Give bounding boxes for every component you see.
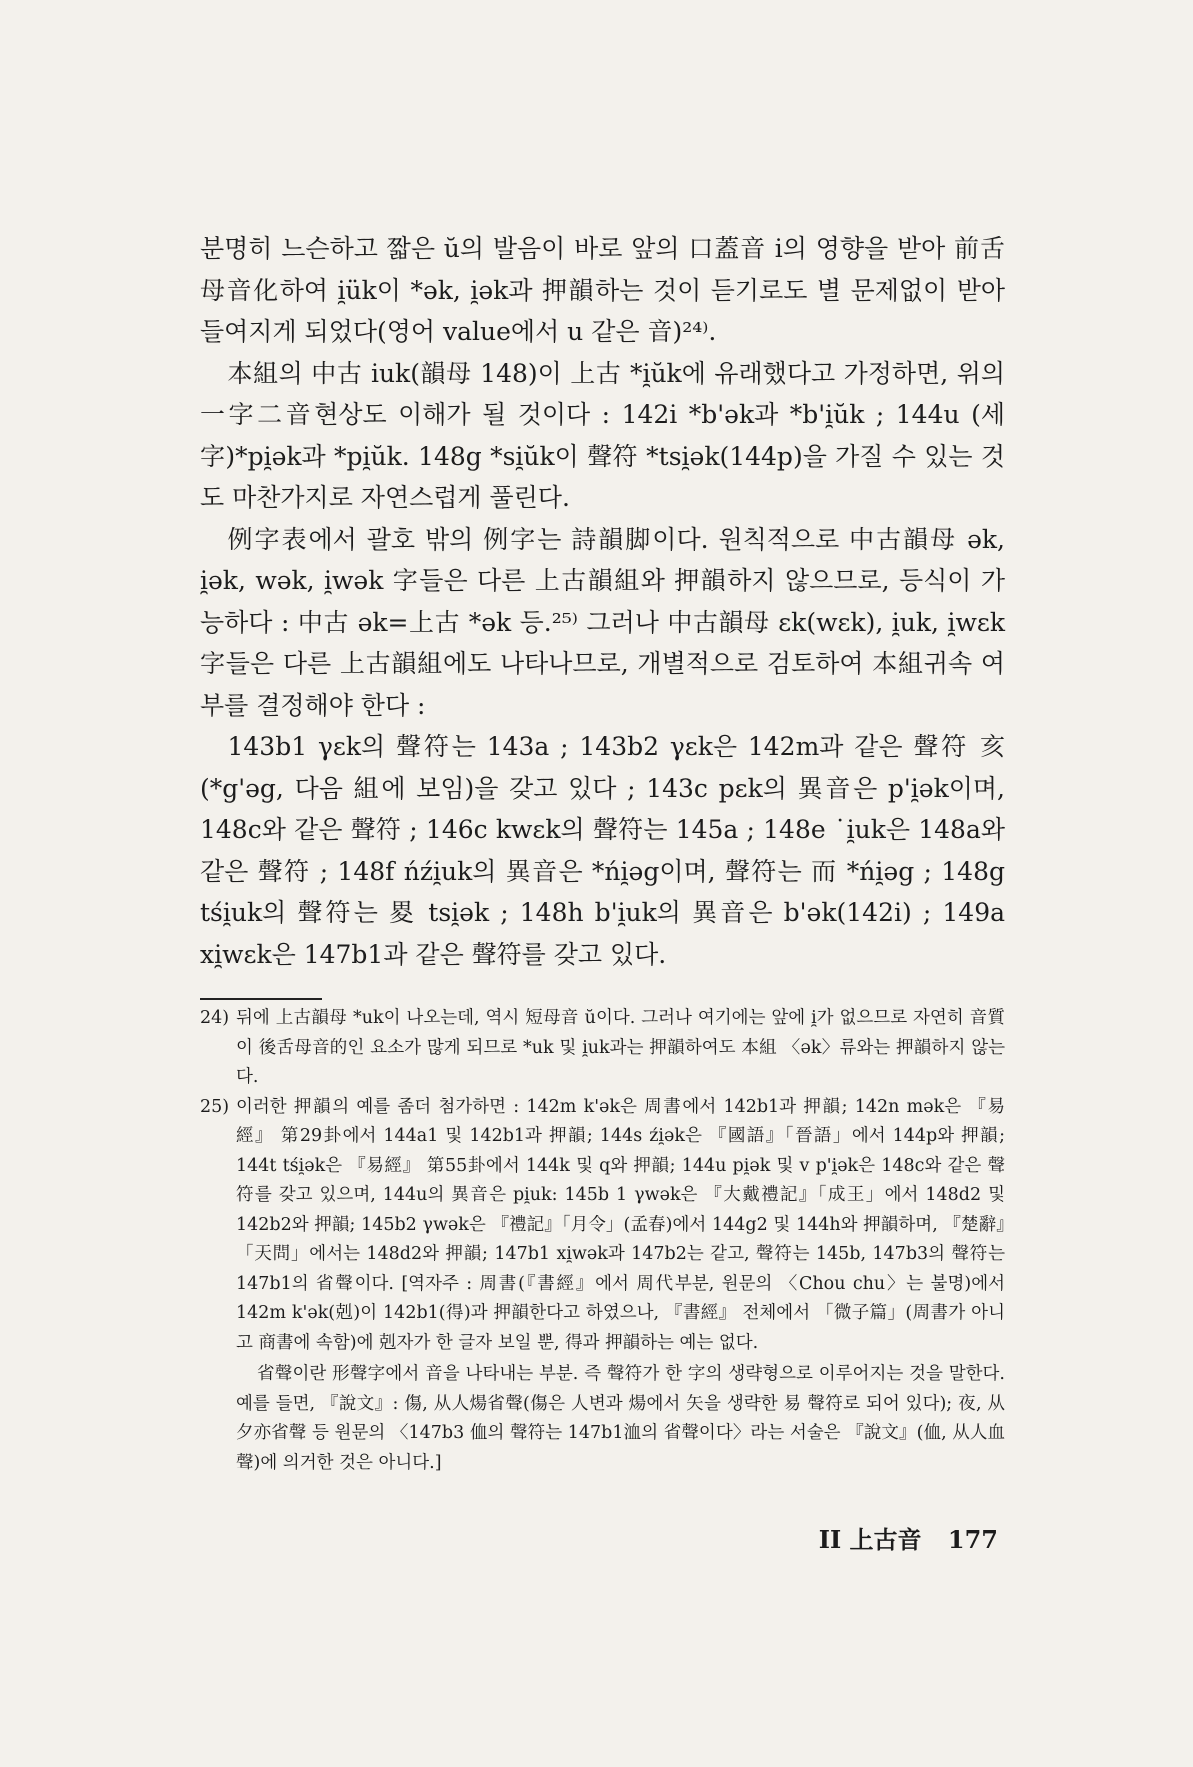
main-text xyxy=(200,228,1005,975)
paragraph-4: 143b1 γɛk의 聲符는 143a ; 143b2 γɛk은 142m과 같은 聲符 亥(*g'əg, 다음 組에 보임)을 갖고 있다 ; 143c pɛk의 異音은 p'i̯ək이며, 148c와 같은 聲符 ; 146c kwɛk의 聲符는 145a ; 148e ˙i̯uk은 148a와 같은 聲符 ; 148f ńźi̯uk의 異音은 *ńi̯əg이며, 聲符는 而 *ńi̯əg ; 148g tśi̯uk의 聲符는 畟 tsi̯ək ; 148h b'i̯uk의 異音은 b'ək(142i) ; 149a xi̯wɛk은 147b1과 같은 聲符를 갖고 있다. xyxy=(200,732,1005,969)
footnote-separator xyxy=(200,998,322,1000)
footnote-number: 24) xyxy=(200,1008,230,1028)
page-number: 177 xyxy=(947,1525,998,1554)
paragraph-3: 例字表에서 괄호 밖의 例字는 詩韻脚이다. 원칙적으로 中古韻母 ək, i̯ək, wək, i̯wək 字들은 다른 上古韻組와 押韻하지 않으므로, 등식이 가능하다 : 中古 ək=上古 *ək 등.²⁵⁾ 그러나 中古韻母 ɛk(wɛk), i̯uk, i̯wɛk字들은 다른 上古韻組에도 나타나므로, 개별적으로 검토하여 本組귀속 여부를 결정해야 한다 : xyxy=(200,524,1005,720)
footnote-text: 뒤에 上古韻母 *uk이 나오는데, 역시 短母音 ŭ이다. 그러나 여기에는 앞에 i̯가 없으므로 자연히 音質이 後舌母音的인 요소가 많게 되므로 *uk 및 i̯uk과는 押韻하여도 本組 〈ək〉류와는 押韻하지 않는다. xyxy=(236,1008,1005,1087)
running-section-title: II 上古音 xyxy=(818,1525,922,1554)
footnote-text: 이러한 押韻의 예를 좀더 첨가하면 : 142m k'ək은 周書에서 142b1과 押韻; 142n mək은 『易經』 第29卦에서 144a1 및 142b1과 押韻; 144s źi̯ək은 『國語』「晉語」에서 144p와 押韻; 144t tśi̯ək은 『易經』 第55卦에서 144k 및 q와 押韻; 144u pi̯ək 및 v p'i̯ək은 148c와 같은 聲符를 갖고 있으며, 144u의 異音은 pi̯uk: 145b 1 γwək은 『大戴禮記』「成王」에서 148d2 및 142b2와 押韻; 145b2 γwək은 『禮記』「月令」(孟春)에서 144g2 및 144h와 押韻하며, 『楚辭』「天問」에서는 148d2와 押韻; 147b1 xi̯wək과 147b2는 같고, 聲符는 145b, 147b3의 聲符는 147b1의 省聲이다. [역자주 : 周書(『書經』에서 周代부분, 원문의 〈Chou chu〉는 불명)에서 142m k'ək(剋)이 142b1(得)과 押韻한다고 하였으나, 『書經』 전체에서 「微子篇」(周書가 아니고 商書에 속함)에 剋자가 한 글자 보일 뿐, 得과 押韻하는 예는 없다. xyxy=(236,1096,1005,1353)
footnotes xyxy=(200,1004,1005,1478)
footnote-number: 25) xyxy=(200,1096,230,1117)
paragraph-1: 분명히 느슨하고 짧은 ŭ의 발음이 바로 앞의 口蓋音 i의 영향을 받아 前舌母音化하여 i̯ük이 *ək, i̯ək과 押韻하는 것이 듣기로도 별 문제없이 받아들여지게 되었다(영어 value에서 u 같은 音)²⁴⁾. xyxy=(200,234,1005,346)
page-footer xyxy=(819,1520,998,1555)
footnote-24 xyxy=(200,1004,1005,1093)
footnote-25-continuation: 省聲이란 形聲字에서 音을 나타내는 부분. 즉 聲符가 한 字의 생략형으로 이루어지는 것을 말한다. 예를 들면, 『說文』: 傷, 从人煬省聲(傷은 人변과 煬에서 矢을 생략한 易 聲符로 되어 있다); 夜, 从夕亦省聲 등 원문의 〈147b3 侐의 聲符는 147b1洫의 省聲이다〉라는 서술은 『說文』(侐, 从人血聲)에 의거한 것은 아니다.] xyxy=(236,1364,1005,1473)
paragraph-2: 本組의 中古 iuk(韻母 148)이 上古 *i̯ŭk에 유래했다고 가정하면, 위의 一字二音현상도 이해가 될 것이다 : 142i *b'ək과 *b'i̯ŭk ; 144u (세字)*pi̯ək과 *pi̯ŭk. 148g *si̯ŭk이 聲符 *tsi̯ək(144p)을 가질 수 있는 것도 마찬가지로 자연스럽게 풀린다. xyxy=(200,358,1005,512)
footnote-25 xyxy=(200,1093,1005,1359)
